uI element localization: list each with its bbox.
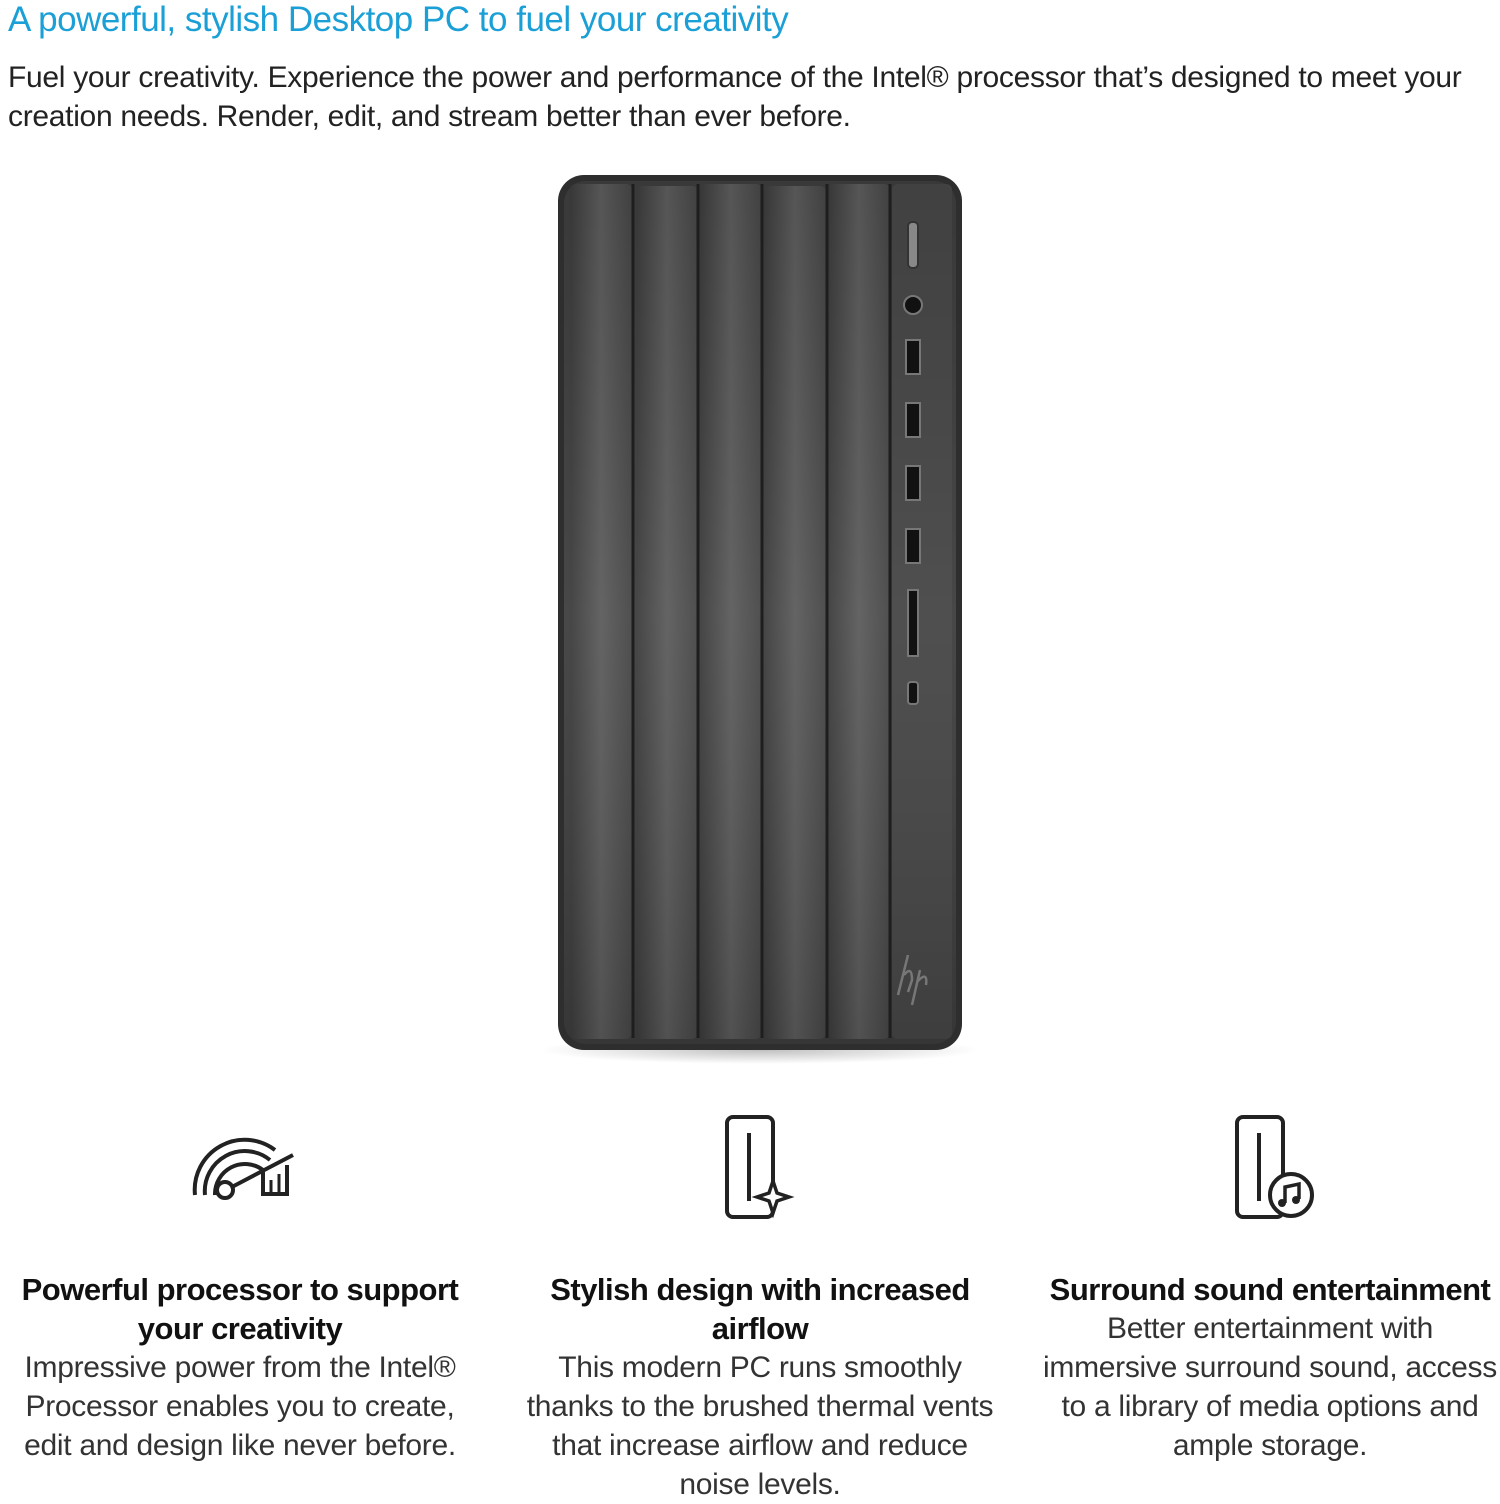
feature-title: Powerful processor to support your creativity <box>21 1272 459 1346</box>
feature-description: Better entertainment with immersive surround sound, access to a library of media options and ample storage. <box>1043 1312 1497 1462</box>
desktop-pc-image <box>540 170 980 1070</box>
thermal-vent-fins <box>564 181 956 1044</box>
intro-paragraph: Fuel your creativity. Experience the power and performance of the Intel® processor that’s designed to meet your creation needs. Render, edit, and stream better than ever before. <box>8 61 1462 133</box>
feature-title: Stylish design with increased airflow <box>550 1272 970 1346</box>
desktop-tower-illustration <box>540 170 980 1070</box>
feature-processor <box>0 1100 480 1465</box>
tower-music-icon <box>1040 1100 1500 1230</box>
feature-title: Surround sound entertainment <box>1049 1272 1491 1307</box>
tower-sparkle-icon <box>520 1100 1000 1230</box>
feature-design <box>520 1100 1000 1504</box>
speedometer-icon <box>0 1100 480 1230</box>
feature-sound <box>1040 1100 1500 1465</box>
feature-description: This modern PC runs smoothly thanks to the brushed thermal vents that increase airflow and reduce noise levels. <box>526 1351 994 1501</box>
page-headline: A powerful, stylish Desktop PC to fuel your creativity <box>8 0 789 39</box>
feature-description: Impressive power from the Intel® Processor enables you to create, edit and design like never before. <box>24 1351 456 1462</box>
